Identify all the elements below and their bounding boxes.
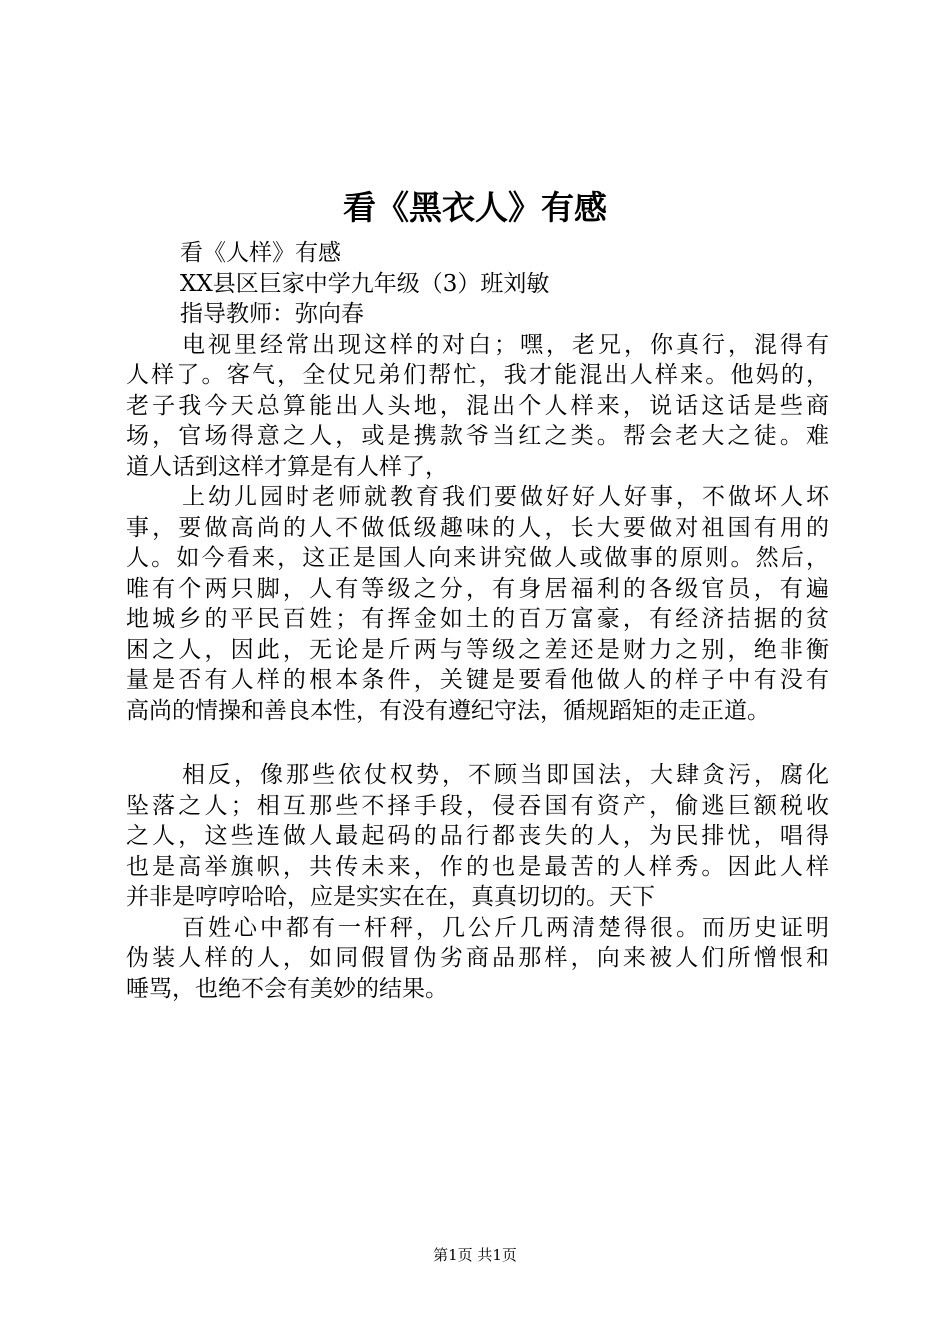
paragraph-1-line: 场，官场得意之人，或是携款爷当红之类。帮会老大之徒。难 <box>126 423 829 449</box>
paragraph-1-line: 老子我今天总算能出人头地，混出个人样来，说话这话是些商 <box>126 392 829 419</box>
paragraph-4-line: 唾骂，也绝不会有美妙的结果。 <box>126 975 448 1002</box>
paragraph-1-line: 道人话到这样才算是有人样了， <box>126 453 448 480</box>
paragraph-4-line: 伪装人样的人，如同假冒伪劣商品那样，向来被人们所憎恨和 <box>126 945 829 971</box>
paragraph-3-line: 也是高举旗帜，共传未来，作的也是最苦的人样秀。因此人样 <box>126 853 829 880</box>
paragraph-2-line: 上幼儿园时老师就教育我们要做好好人好事，不做坏人坏 <box>182 484 829 510</box>
paragraph-gap <box>126 726 829 760</box>
paragraph-2-line: 地城乡的平民百姓；有挥金如土的百万富豪，有经济拮据的贫 <box>126 606 829 632</box>
paragraph-2-line: 事，要做高尚的人不做低级趣味的人，长大要做对祖国有用的 <box>126 514 829 541</box>
subtitle-line: 看《人样》有感 <box>180 240 341 266</box>
author-line: XX县区巨家中学九年级（3）班刘敏 <box>180 270 550 297</box>
paragraph-1-line: 电视里经常出现这样的对白；嘿，老兄，你真行，混得有 <box>182 331 829 358</box>
paragraph-2-line: 困之人，因此，无论是斤两与等级之差还是财力之别，绝非衡 <box>126 636 829 663</box>
paragraph-3-line: 并非是哼哼哈哈，应是实实在在，真真切切的。天下 <box>126 884 655 910</box>
document-body <box>126 238 829 1004</box>
paragraph-2-line: 量是否有人样的根本条件，关键是要看他做人的样子中有没有 <box>126 667 829 693</box>
paragraph-3-line: 坠落之人；相互那些不择手段，侵吞国有资产，偷逃巨额税收 <box>126 792 829 819</box>
paragraph-4-line: 百姓心中都有一杆秤，几公斤几两清楚得很。而历史证明 <box>182 914 829 941</box>
paragraph-3-line: 之人，这些连做人最起码的品行都丧失的人，为民排忧，唱得 <box>126 823 829 849</box>
page-number: 第1页 共1页 <box>433 1246 517 1264</box>
paragraph-3-line: 相反，像那些依仗权势，不顾当即国法，大肆贪污，腐化 <box>182 762 829 788</box>
paragraph-2-line: 人。如今看来，这正是国人向来讲究做人或做事的原则。然后， <box>126 545 829 571</box>
document-title: 看《黑衣人》有感 <box>343 188 607 227</box>
paragraph-1-line: 人样了。客气，全仗兄弟们帮忙，我才能混出人样来。他妈的， <box>126 362 829 388</box>
paragraph-2-line: 唯有个两只脚，人有等级之分，有身居福利的各级官员，有遍 <box>126 575 829 602</box>
paragraph-2-line: 高尚的情操和善良本性，有没有遵纪守法，循规蹈矩的走正道。 <box>126 697 770 724</box>
teacher-line: 指导教师：弥向春 <box>180 301 364 327</box>
